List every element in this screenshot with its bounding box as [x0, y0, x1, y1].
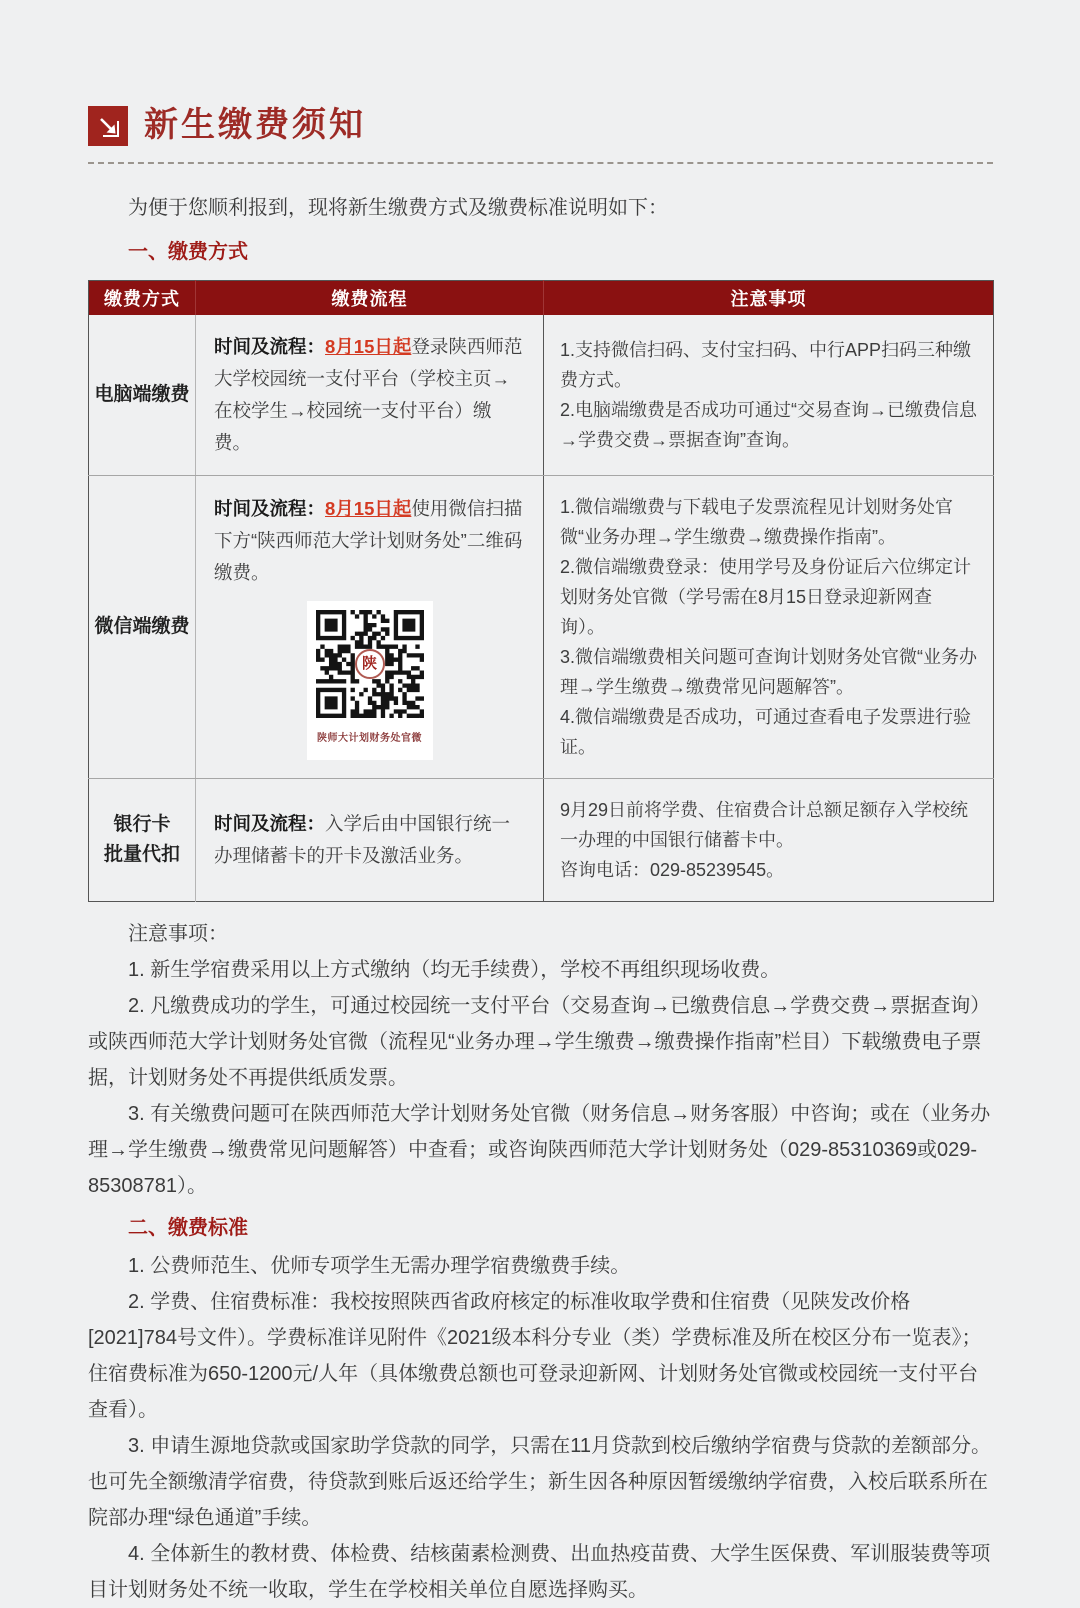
process-text-wechat: [214, 493, 525, 589]
page-title: 新生缴费须知: [144, 107, 366, 144]
qr-caption: 陕师大计划财务处官微: [317, 733, 422, 744]
section-2-title: 二、缴费标准: [128, 1216, 248, 1239]
notes-cell-pc: [544, 315, 994, 476]
process-rest: 使用微信扫描下方“陕西师范大学计划财务处”二维码缴费。: [214, 498, 523, 583]
process-text-bank: [214, 808, 525, 872]
arrow-down-right-icon: [88, 106, 128, 146]
standard-item-2: 2. 学费、住宿费标准：我校按照陕西省政府核定的标准收取学费和住宿费（见陕发改价格[2021]784号文件）。学费标准详见附件《2021级本科分专业（类）学费标准及所在校区分布一览表》；住宿费标准为650-1200元/人年（具体缴费总额也可登录迎新网、计划财务处官微或校园统一支付平台查看）。: [88, 1290, 982, 1421]
process-cell-bank: [196, 778, 544, 901]
process-rest: 登录陕西师范大学校园统一支付平台（学校主页→在校学生→校园统一支付平台）缴费。: [214, 335, 523, 453]
table-header-row: [89, 281, 994, 315]
qr-seal-character: 陕: [361, 656, 377, 672]
notes-cell-wechat: [544, 475, 994, 778]
standard-item-4: 4. 全体新生的教材费、体检费、结核菌素检测费、出血热疫苗费、大学生医保费、军训服装费等项目计划财务处不统一收取，学生在学校相关单位自愿选择购买。: [88, 1542, 991, 1601]
table-row-bank-card: [89, 778, 994, 901]
process-date: 8月15日起: [325, 498, 412, 519]
notes-item-2: 2. 凡缴费成功的学生，可通过校园统一支付平台（交易查询→已缴费信息→学费交费→票据查询）或陕西师范大学计划财务处官微（流程见“业务办理→学生缴费→缴费操作指南”栏目）下载缴费电子票据，计划财务处不再提供纸质发票。: [88, 994, 991, 1089]
page-header: [88, 106, 993, 164]
note-item: 3.微信端缴费相关问题可查询计划财务处官微“业务办理→学生缴费→缴费常见问题解答”。: [560, 646, 978, 697]
method-line-1: 银行卡: [113, 813, 171, 835]
note-item: 4.微信端缴费是否成功，可通过查看电子发票进行验证。: [560, 706, 972, 757]
process-text-pc: [214, 331, 525, 459]
qr-center-seal: [355, 649, 385, 679]
column-header-process: 缴费流程: [196, 281, 544, 315]
qr-image: [316, 610, 424, 718]
process-cell-wechat: [196, 475, 544, 778]
notes-cell-bank: [544, 778, 994, 901]
process-cell-pc: [196, 315, 544, 476]
section-1-title: 一、缴费方式: [128, 241, 248, 263]
table-row-pc-payment: [89, 315, 994, 476]
process-label: 时间及流程：: [214, 498, 326, 519]
method-cell-bank: [89, 778, 196, 901]
standard-item-3: 3. 申请生源地贷款或国家助学贷款的同学，只需在11月贷款到校后缴纳学宿费与贷款的差额部分。也可先全额缴清学宿费，待贷款到账后返还给学生；新生因各种原因暂缓缴纳学宿费，入校后联系所在院部办理“绿色通道”手续。: [88, 1434, 991, 1529]
notes-item-1: 1. 新生学宿费采用以上方式缴纳（均无手续费），学校不再组织现场收费。: [128, 958, 781, 981]
process-rest: 入学后由中国银行统一办理储蓄卡的开卡及激活业务。: [214, 812, 511, 866]
note-item: 咨询电话：029-85239545。: [560, 859, 785, 880]
process-label: 时间及流程：: [214, 812, 326, 834]
note-item: 1.支持微信扫码、支付宝扫码、中行APP扫码三种缴费方式。: [560, 339, 972, 390]
notes-label: 注意事项：: [128, 922, 228, 945]
method-cell-wechat: 微信端缴费: [89, 475, 196, 778]
intro-paragraph: 为便于您顺利报到，现将新生缴费方式及缴费标准说明如下：: [128, 197, 668, 219]
column-header-notes: 注意事项: [544, 281, 994, 315]
payment-methods-table: [88, 280, 994, 902]
standard-item-1: 1. 公费师范生、优师专项学生无需办理学宿费缴费手续。: [128, 1254, 631, 1277]
notice-page: [88, 0, 993, 1608]
method-cell-pc: 电脑端缴费: [89, 315, 196, 476]
process-date: 8月15日起: [325, 335, 412, 357]
note-item: 9月29日前将学费、住宿费合计总额足额存入学校统一办理的中国银行储蓄卡中。: [560, 799, 969, 850]
note-item: 2.微信端缴费登录：使用学号及身份证后六位绑定计划财务处官微（学号需在8月15日登录迎新网查询）。: [560, 556, 972, 637]
table-row-wechat-payment: [89, 475, 994, 778]
qr-code: [307, 601, 433, 760]
notes-item-3: 3. 有关缴费问题可在陕西师范大学计划财务处官微（财务信息→财务客服）中咨询；或在（业务办理→学生缴费→缴费常见问题解答）中查看；或咨询陕西师范大学计划财务处（029-85310369或029-85308781）。: [88, 1102, 991, 1197]
note-item: 2.电脑端缴费是否成功可通过“交易查询→已缴费信息→学费交费→票据查询”查询。: [560, 399, 978, 450]
note-item: 1.微信端缴费与下载电子发票流程见计划财务处官微“业务办理→学生缴费→缴费操作指南”。: [560, 496, 954, 547]
notes-section: [88, 916, 993, 1608]
method-line-2: 批量代扣: [103, 843, 180, 865]
column-header-method: 缴费方式: [89, 281, 196, 315]
process-label: 时间及流程：: [214, 335, 326, 357]
